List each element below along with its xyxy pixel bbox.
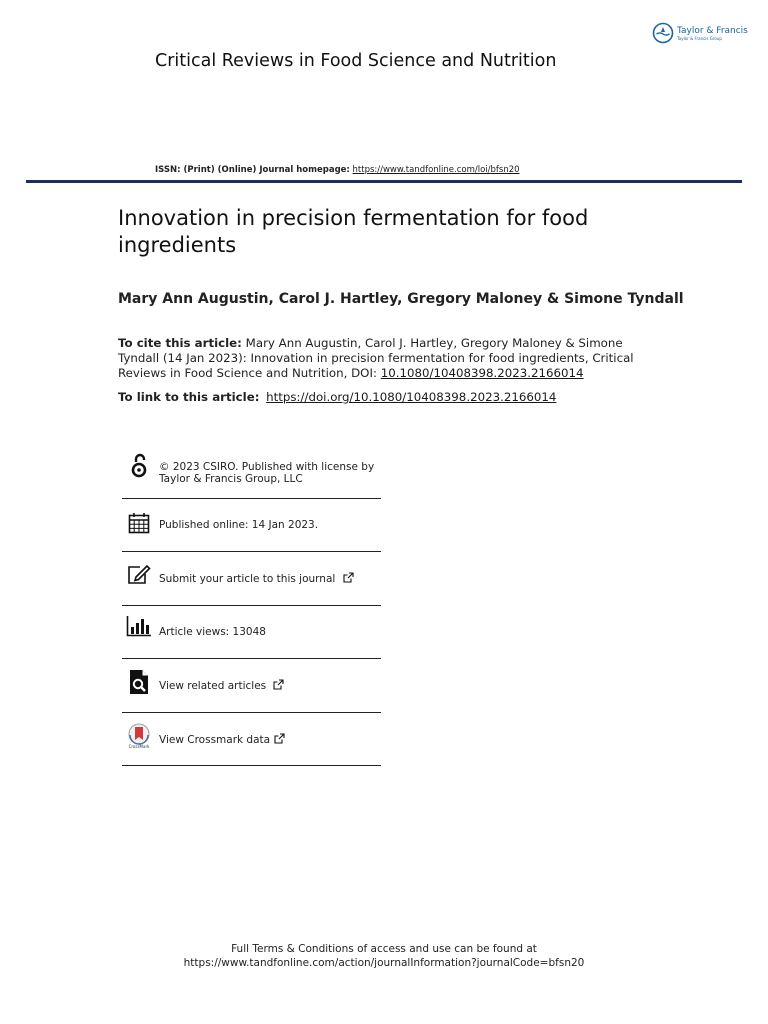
cite-text: Mary Ann Augustin, Carol J. Hartley, Gregory Maloney & Simone Tyndall (14 Jan 2023): Innovation in precision fermentation for food ingredients, Critical Reviews in Food Science and Nutrition, DOI: xyxy=(118,336,634,380)
journal-homepage-link[interactable]: https://www.tandfonline.com/loi/bfsn20 xyxy=(352,165,520,175)
footer-terms-text: Full Terms & Conditions of access and use can be found at xyxy=(231,943,537,955)
published-text: Published online: 14 Jan 2023. xyxy=(159,519,319,531)
citation-block xyxy=(118,336,658,381)
related-articles-icon xyxy=(126,669,152,695)
submit-row[interactable] xyxy=(122,552,381,606)
article-info-list xyxy=(122,447,381,766)
submit-link[interactable]: Submit your article to this journal xyxy=(159,573,336,585)
doi-link[interactable]: 10.1080/10408398.2023.2166014 xyxy=(380,366,584,380)
crossmark-logo-text: CrossMark xyxy=(128,744,150,749)
crossmark-row[interactable] xyxy=(122,713,381,766)
related-row[interactable] xyxy=(122,659,381,713)
article-url-link[interactable]: https://doi.org/10.1080/10408398.2023.2166014 xyxy=(266,390,557,404)
journal-title: Critical Reviews in Food Science and Nutrition xyxy=(155,51,557,71)
views-text: Article views: 13048 xyxy=(159,626,266,638)
published-row xyxy=(122,499,381,552)
license-row xyxy=(122,447,381,499)
external-link-icon xyxy=(343,572,354,583)
publisher-subname: Taylor & Francis Group xyxy=(677,35,722,41)
header-divider xyxy=(26,180,742,183)
article-title: Innovation in precision fermentation for food ingredients xyxy=(118,206,589,257)
footer xyxy=(0,942,768,970)
issn-line xyxy=(155,165,520,175)
external-link-icon xyxy=(273,679,284,690)
external-link-icon xyxy=(274,733,285,744)
open-access-icon xyxy=(126,453,152,479)
bar-chart-icon xyxy=(126,613,152,639)
views-row xyxy=(122,606,381,659)
related-articles-link[interactable]: View related articles xyxy=(159,680,267,692)
calendar-icon xyxy=(126,510,152,536)
publisher-name: Taylor & Francis xyxy=(677,25,748,36)
cite-label: To cite this article: xyxy=(118,336,242,350)
article-authors: Mary Ann Augustin, Carol J. Hartley, Gregory Maloney & Simone Tyndall xyxy=(118,291,684,307)
license-text: © 2023 CSIRO. Published with license by Taylor & Francis Group, LLC xyxy=(159,460,375,485)
footer-terms-link[interactable]: https://www.tandfonline.com/action/journalInformation?journalCode=bfsn20 xyxy=(183,957,585,969)
edit-icon xyxy=(126,562,152,588)
taylor-francis-icon xyxy=(652,22,674,44)
publisher-logo xyxy=(652,22,748,44)
crossmark-link[interactable]: View Crossmark data xyxy=(159,733,271,746)
article-link-line xyxy=(118,390,556,404)
crossmark-icon xyxy=(126,723,152,749)
link-label: To link to this article: xyxy=(118,390,260,404)
issn-label: ISSN: (Print) (Online) Journal homepage: xyxy=(155,165,350,175)
